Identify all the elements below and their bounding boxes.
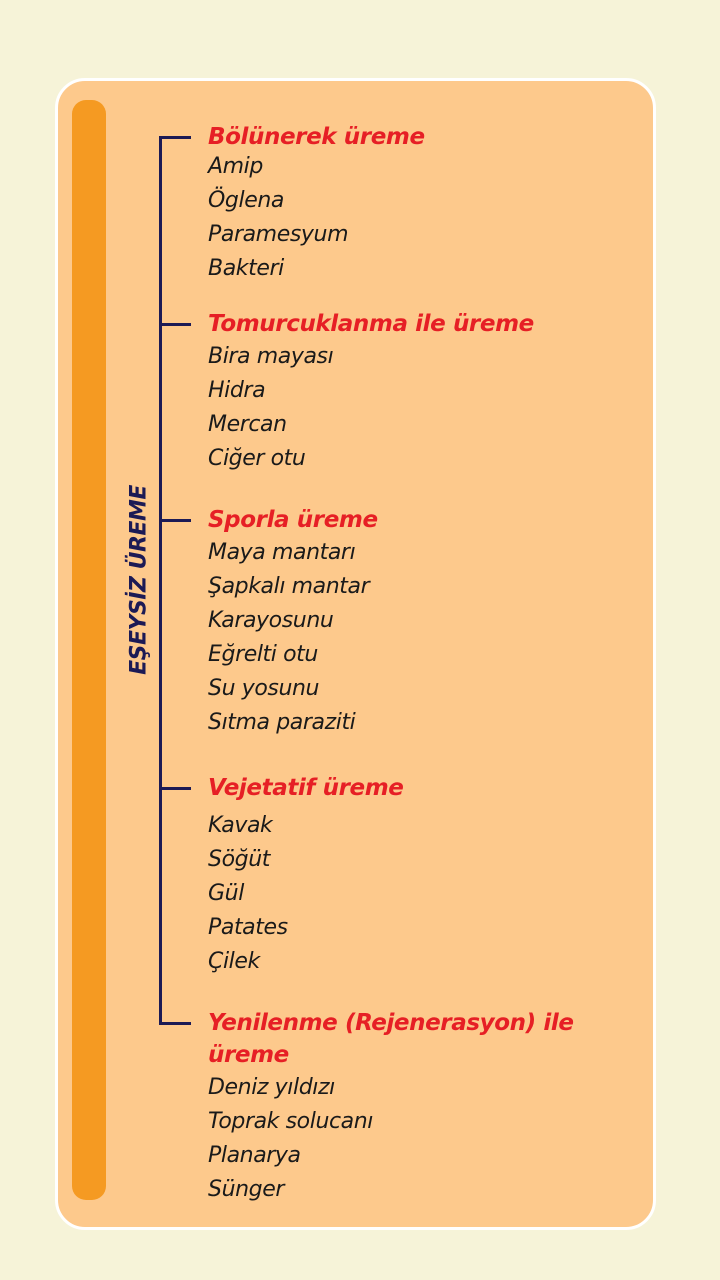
list-item: Söğüt	[208, 847, 270, 872]
list-item: Bakteri	[208, 256, 284, 281]
list-item: Öglena	[208, 188, 284, 213]
list-item: Karayosunu	[208, 608, 334, 633]
bracket-tick	[159, 787, 191, 790]
list-item: Gül	[208, 881, 244, 906]
list-item: Mercan	[208, 412, 287, 437]
group-item-list	[208, 340, 333, 476]
list-item: Sıtma paraziti	[208, 710, 356, 735]
list-item: Amip	[208, 154, 263, 179]
list-item: Su yosunu	[208, 676, 320, 701]
list-item: Sünger	[208, 1177, 284, 1202]
list-item: Hidra	[208, 378, 266, 403]
list-item: Ciğer otu	[208, 446, 306, 471]
bracket-tick	[159, 1022, 191, 1025]
group-item-list	[208, 536, 369, 740]
group-item-list	[208, 150, 348, 286]
list-item: Bira mayası	[208, 344, 334, 369]
group-heading: Tomurcuklanma ile üreme	[208, 311, 534, 337]
list-item: Deniz yıldızı	[208, 1075, 335, 1100]
bracket-tick	[159, 519, 191, 522]
list-item: Kavak	[208, 813, 273, 838]
bracket-line	[159, 136, 162, 1024]
list-item: Maya mantarı	[208, 540, 356, 565]
bracket-tick	[159, 323, 191, 326]
group-heading: Sporla üreme	[208, 507, 378, 533]
side-accent-bar	[72, 100, 106, 1200]
group-heading: Vejetatif üreme	[208, 775, 404, 801]
group-item-list	[208, 809, 288, 979]
list-item: Patates	[208, 915, 288, 940]
bracket-tick	[159, 136, 191, 139]
list-item: Şapkalı mantar	[208, 574, 370, 599]
group-heading: Yenilenme (Rejenerasyon) ile üreme	[208, 1010, 574, 1068]
list-item: Planarya	[208, 1143, 301, 1168]
list-item: Çilek	[208, 949, 260, 974]
group-item-list	[208, 1071, 373, 1207]
list-item: Eğrelti otu	[208, 642, 318, 667]
diagram-title: EŞEYSİZ ÜREME	[126, 485, 152, 675]
group-heading: Bölünerek üreme	[208, 124, 425, 150]
list-item: Toprak solucanı	[208, 1109, 374, 1134]
list-item: Paramesyum	[208, 222, 349, 247]
